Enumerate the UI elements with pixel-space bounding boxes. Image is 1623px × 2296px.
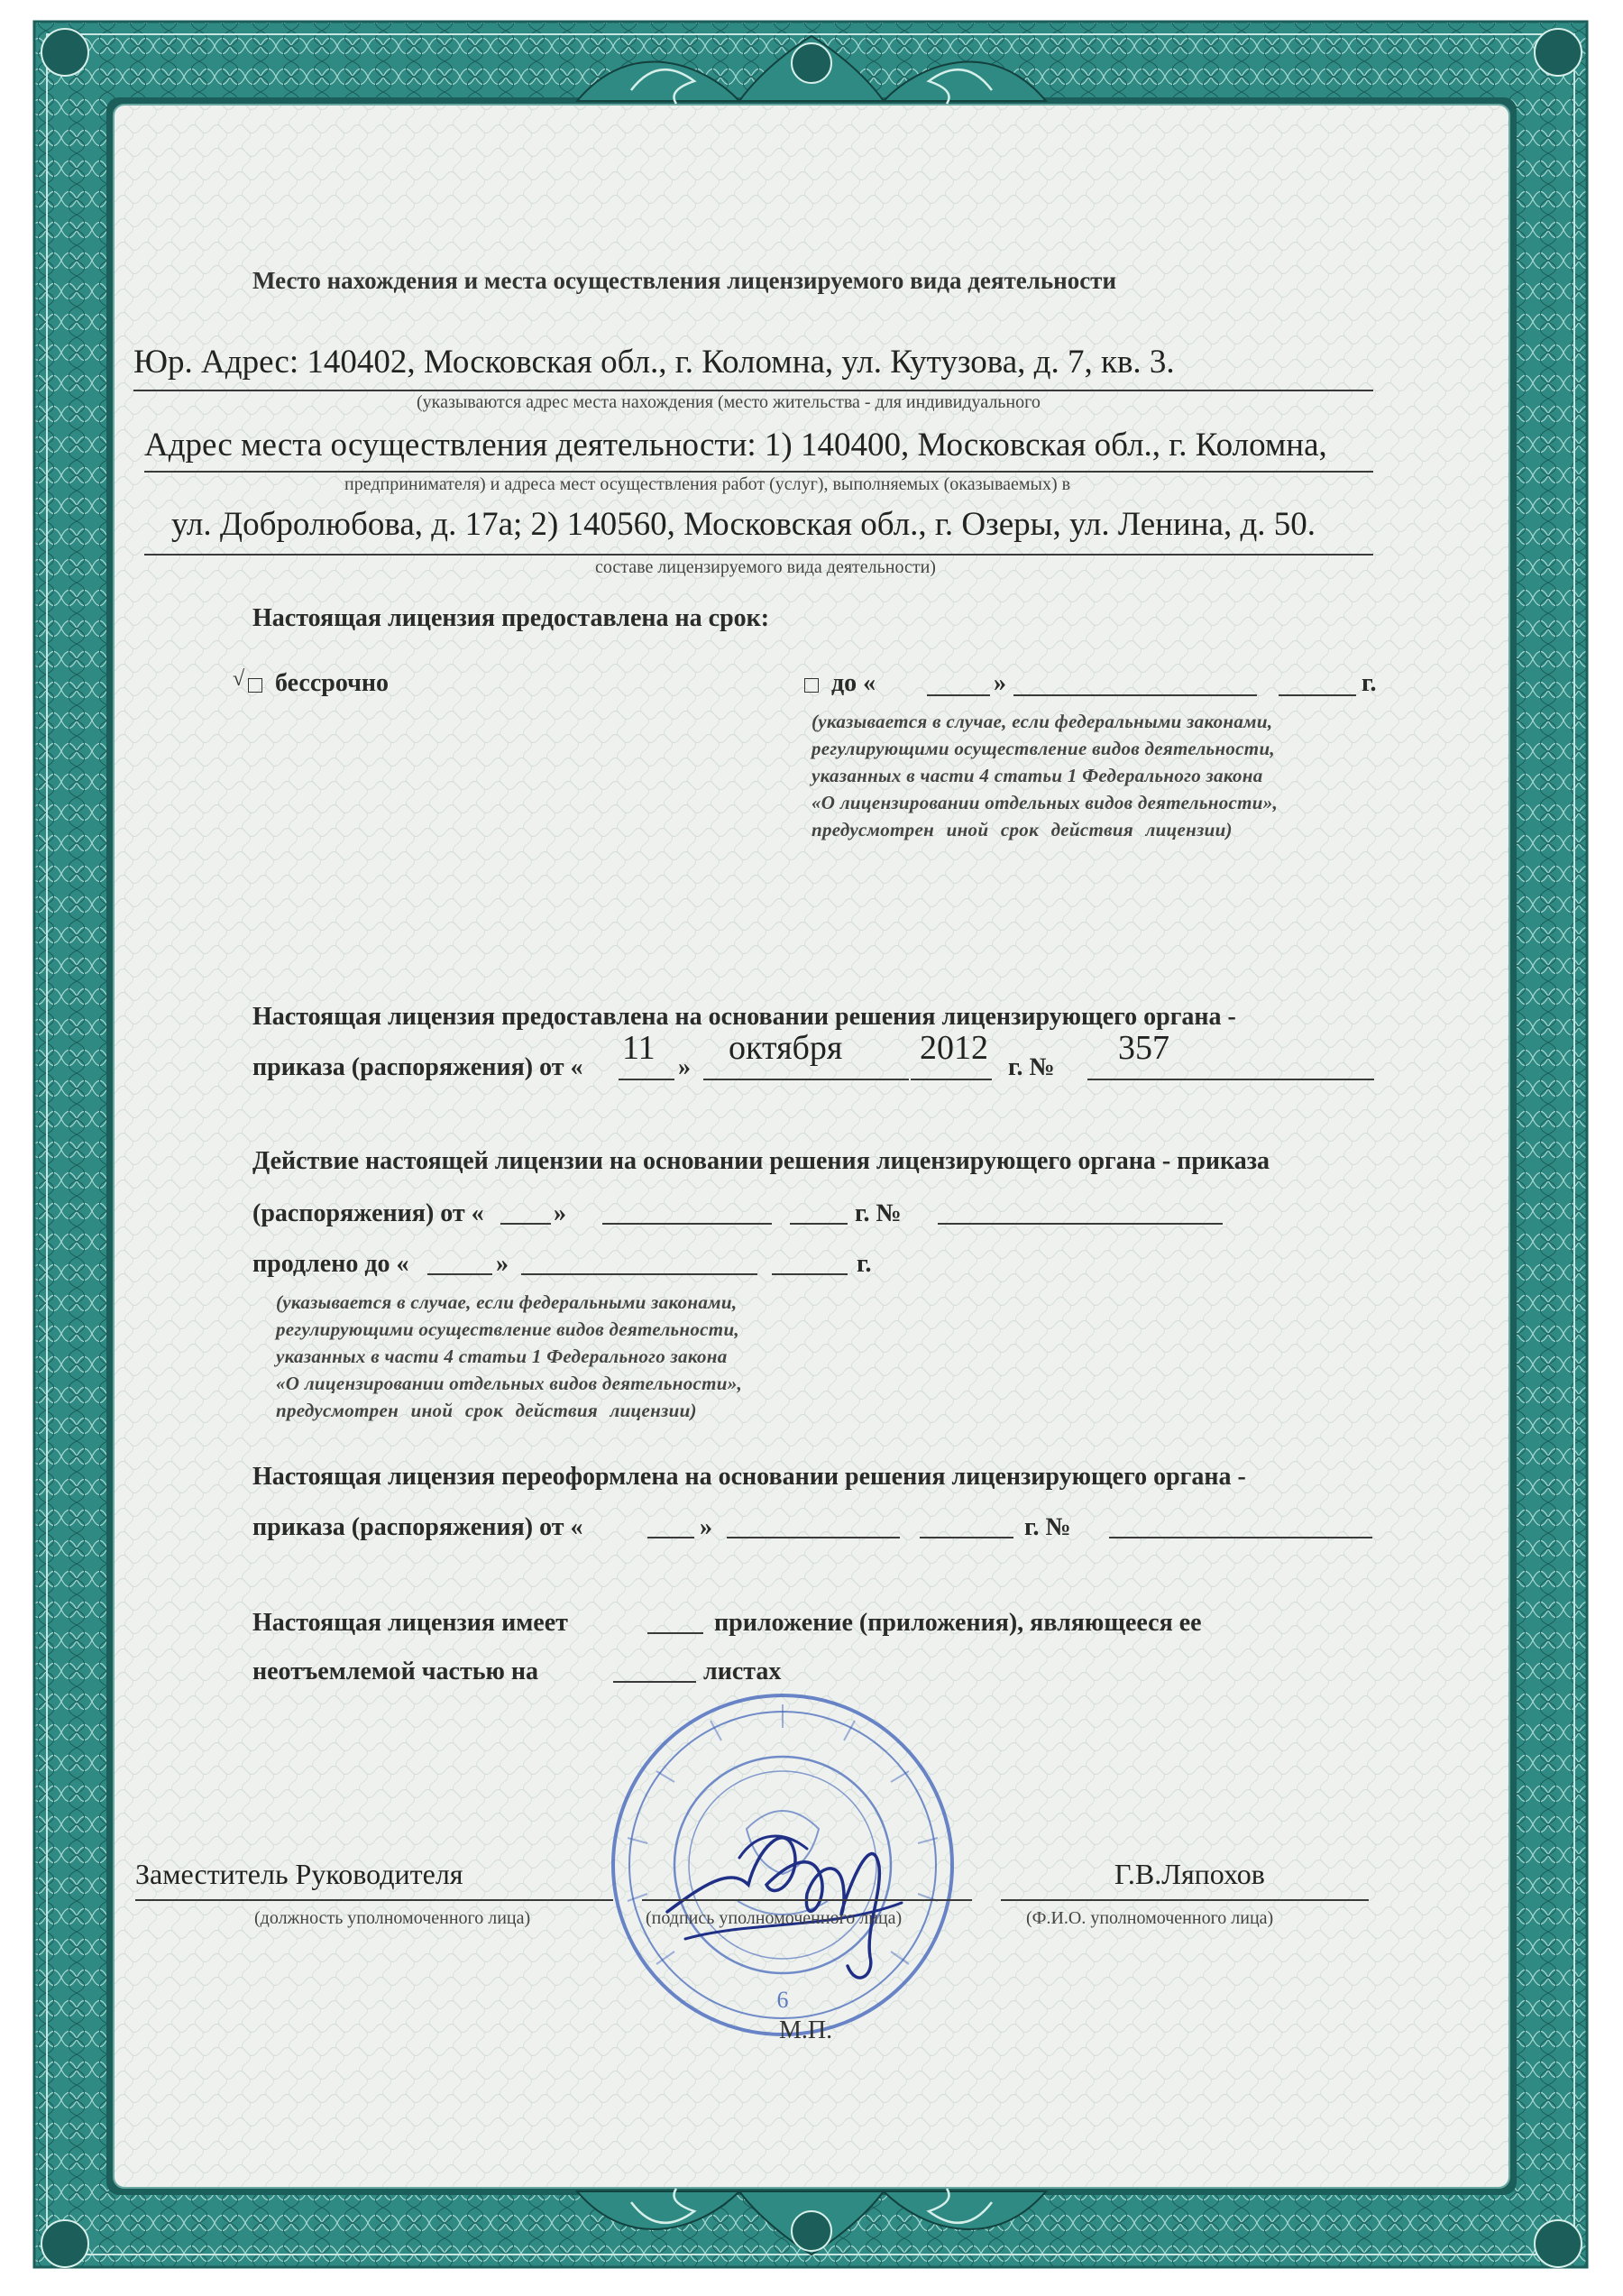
underline (500, 1223, 551, 1225)
extension-line2-suffix: г. № (855, 1199, 902, 1227)
extension-line1: Действие настоящей лицензии на основании решения лицензирующего органа - приказа (252, 1147, 1270, 1175)
extension-note-3: указанных в части 4 статьи 1 Федерального закона (276, 1345, 728, 1367)
underline (602, 1223, 772, 1225)
extension-line3-mid: » (496, 1250, 509, 1278)
reissue-line2-suffix: г. № (1024, 1513, 1071, 1541)
underline (920, 1537, 1013, 1538)
signer-position: Заместитель Руководителя (135, 1858, 463, 1890)
position-caption: (должность уполномоченного лица) (254, 1908, 531, 1928)
underline (647, 1537, 694, 1538)
basis-day: 11 (622, 1029, 656, 1067)
underline (642, 1899, 972, 1901)
underline (144, 554, 1373, 556)
basis-line1: Настоящая лицензия предоставлена на основании решения лицензирующего органа - (252, 1003, 1236, 1031)
activity-address-line1: Адрес места осуществления деятельности: 1) 140400, Московская обл., г. Коломна, (144, 427, 1327, 464)
basis-month: октября (729, 1029, 843, 1067)
day-blank (927, 694, 990, 696)
year-blank (1279, 694, 1356, 696)
underline (144, 471, 1373, 473)
extension-line3-prefix: продлено до « (252, 1250, 409, 1278)
extension-line3-suffix: г. (857, 1250, 872, 1278)
extension-note-5: предусмотрен иной срок действия лицензии) (276, 1400, 697, 1421)
check-mark: √ (233, 667, 245, 691)
underline (135, 1899, 613, 1901)
reissue-line1: Настоящая лицензия переоформлена на основании решения лицензирующего органа - (252, 1463, 1246, 1491)
term-note-1: (указывается в случае, если федеральными законами, (812, 711, 1273, 732)
location-caption-1: (указываются адрес места нахождения (место жительства - для индивидуального (417, 392, 1041, 412)
stamp-place-label: М.П. (779, 2016, 833, 2044)
underline (427, 1273, 492, 1275)
extension-line2-prefix: (распоряжения) от « (252, 1199, 484, 1227)
location-caption-3: составе лицензируемого вида деятельности) (595, 557, 936, 577)
underline (647, 1632, 703, 1634)
underline (133, 390, 1373, 391)
basis-line2-prefix: приказа (распоряжения) от « (252, 1053, 583, 1081)
underline (911, 1079, 992, 1080)
signer-name: Г.В.Ляпохов (1114, 1858, 1265, 1890)
underline (613, 1681, 696, 1683)
term-note-3: указанных в части 4 статьи 1 Федерального закона (812, 765, 1263, 786)
option-indefinite-label: бессрочно (275, 669, 390, 697)
location-caption-2: предпринимателя) и адреса мест осуществления работ (услуг), выполняемых (оказываемых) в (344, 474, 1071, 494)
checkbox-until (804, 678, 819, 693)
term-note-2: регулирующими осуществление видов деятельности, (812, 738, 1275, 759)
checkbox-indefinite (248, 678, 262, 693)
appendix-line2-a: неотъемлемой частью на (252, 1658, 539, 1685)
underline (521, 1273, 757, 1275)
basis-line2-mid: » (678, 1053, 691, 1081)
reissue-line2-mid: » (700, 1513, 712, 1541)
basis-number: 357 (1118, 1029, 1169, 1067)
extension-note-1: (указывается в случае, если федеральными законами, (276, 1291, 738, 1313)
underline (938, 1223, 1223, 1225)
underline (703, 1079, 909, 1080)
option-indefinite (248, 669, 389, 698)
location-heading: Место нахождения и места осуществления лицензируемого вида деятельности (252, 267, 1116, 294)
underline (1109, 1537, 1372, 1538)
activity-address-line2: ул. Добролюбова, д. 17а; 2) 140560, Московская обл., г. Озеры, ул. Ленина, д. 50. (171, 506, 1316, 543)
appendix-line1-a: Настоящая лицензия имеет (252, 1609, 568, 1637)
basis-year-suffix: г. № (1008, 1053, 1055, 1081)
extension-note-4: «О лицензировании отдельных видов деятельности», (276, 1373, 743, 1394)
until-suffix: г. (1362, 669, 1377, 697)
reissue-line2-prefix: приказа (распоряжения) от « (252, 1513, 583, 1541)
basis-year: 2012 (920, 1029, 988, 1067)
option-until (804, 669, 876, 698)
underline (1087, 1079, 1374, 1080)
month-blank (1013, 694, 1257, 696)
term-heading: Настоящая лицензия предоставлена на срок: (252, 604, 770, 632)
signature-caption: (подпись уполномоченного лица) (646, 1908, 903, 1928)
legal-address: Юр. Адрес: 140402, Московская обл., г. Коломна, ул. Кутузова, д. 7, кв. 3. (133, 344, 1175, 381)
underline (619, 1079, 674, 1080)
until-prefix: до « (831, 669, 876, 697)
underline (790, 1223, 848, 1225)
term-note-5: предусмотрен иной срок действия лицензии) (812, 819, 1233, 840)
handwritten-signature (649, 1795, 938, 2002)
until-mid: » (994, 669, 1006, 697)
underline (1001, 1899, 1369, 1901)
appendix-line1-b: приложение (приложения), являющееся ее (714, 1609, 1202, 1637)
stamp-center-number: 6 (776, 1987, 789, 2013)
extension-line2-mid: » (554, 1199, 566, 1227)
term-note-4: «О лицензировании отдельных видов деятельности», (812, 792, 1279, 813)
underline (772, 1273, 848, 1275)
underline (727, 1537, 900, 1538)
extension-note-2: регулирующими осуществление видов деятельности, (276, 1318, 739, 1340)
appendix-line2-b: листах (703, 1658, 782, 1685)
name-caption: (Ф.И.О. уполномоченного лица) (1026, 1908, 1274, 1928)
